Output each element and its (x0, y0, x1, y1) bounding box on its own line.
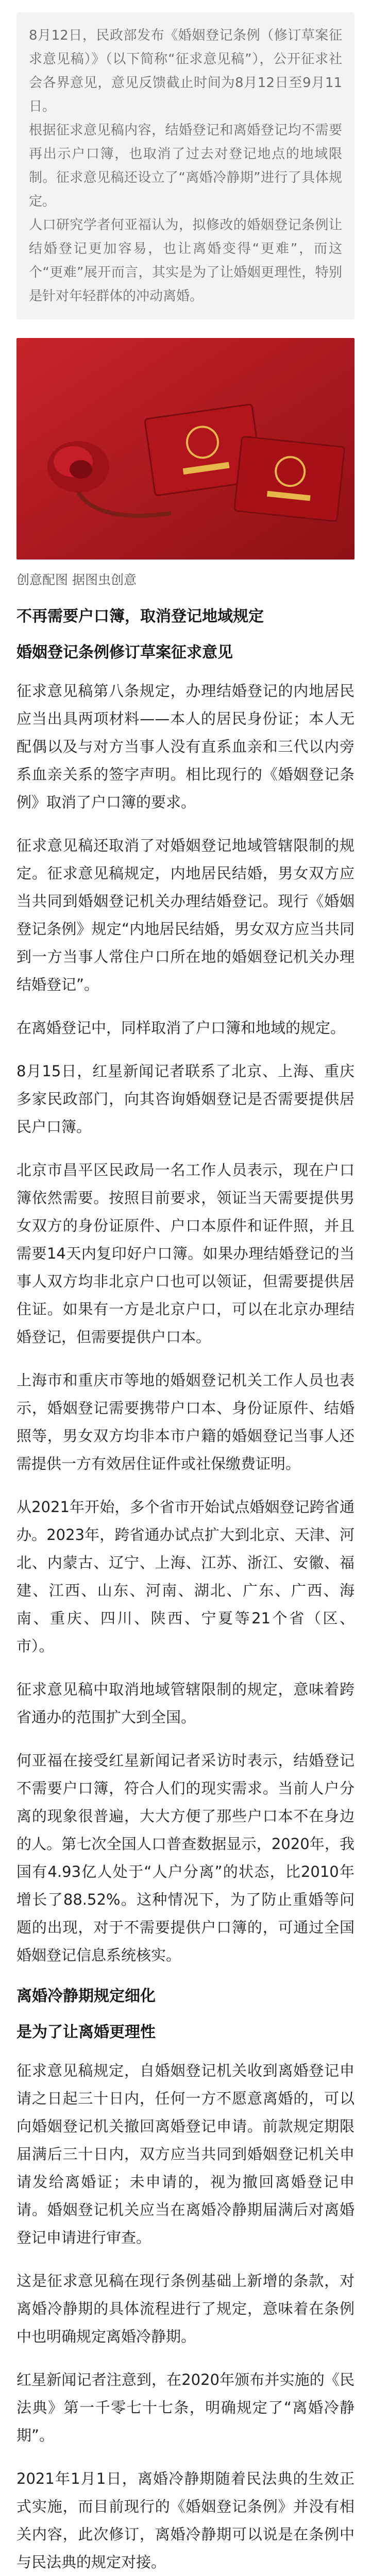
body-paragraph: 2021年1月1日，离婚冷静期随着民法典的生效正式实施，而目前现行的《婚姻登记条例》并没有相关内容，此次修订，离婚冷静期可以说是在条例中与民法典的规定对接。 (16, 2470, 355, 2571)
article-summary (16, 12, 355, 319)
hero-image (16, 338, 355, 560)
image-caption: 创意配图 据图虫创意 (16, 572, 137, 587)
section-heading: 婚姻登记条例修订草案征求意见 (16, 643, 233, 662)
section-heading: 是为了让离婚更理性 (16, 2023, 156, 2041)
summary-paragraph: 8月12日，民政部发布《婚姻登记条例（修订草案征求意见稿）》（以下简称“征求意见稿”），公开征求社会各界意见，意见反馈截止时间为8月12日至9月11日。 (29, 28, 342, 114)
body-paragraph: 何亚福在接受红星新闻记者采访时表示，结婚登记不需要户口簿，符合人们的现实需求。当前人户分离的现象很普遍，大大方便了那些户口本不在身边的人。第七次全国人口普查数据显示，2020年，我国有4.93亿人处于“人户分离”的状态，比2010年增长了88.52%。这种情况下，为了防止重婚等问题的出现，对于不需要提供户口簿的，可通过全国婚姻登记信息系统核实。 (16, 1752, 355, 1964)
body-paragraph: 从2021年开始，多个省市开始试点婚姻登记跨省通办。2023年，跨省通办试点扩大到北京、天津、河北、内蒙古、辽宁、上海、江苏、浙江、安徽、福建、江西、山东、河南、湖北、广东、广西、海南、重庆、四川、陕西、宁夏等21个省（区、市）。 (16, 1498, 355, 1655)
certificate-book-icon (234, 436, 345, 521)
body-paragraph: 征求意见稿中取消地域管辖限制的规定，意味着跨省通办的范围扩大到全国。 (16, 1681, 355, 1726)
body-paragraph: 上海市和重庆市等地的婚姻登记机关工作人员也表示，婚姻登记需要携带户口本、身份证原件、结婚照等，男女双方均非本市户籍的婚姻登记当事人还需提供一方有效居住证件或社保缴费证明。 (16, 1371, 355, 1472)
section (16, 2021, 355, 2576)
section (16, 1985, 355, 2008)
body-paragraph: 这是征求意见稿在现行条例基础上新增的条款，对离婚冷静期的具体流程进行了规定，意味着在条例中也明确规定离婚冷静期。 (16, 2272, 355, 2345)
marriage-certificate-photo (16, 338, 355, 560)
summary-paragraph: 人口研究学者何亚福认为，拟修改的婚姻登记条例让结婚登记更加容易，也让离婚变得“更难”，而这个“更难”展开而言，其实是为了让婚姻更理性，特别是针对年轻群体的冲动离婚。 (29, 217, 342, 304)
body-paragraph: 北京市昌平区民政局一名工作人员表示，现在户口簿依然需要。按照目前要求，领证当天需要提供男女双方的身份证原件、户口本原件和证件照，并且需要14天内复印好户口簿。如果办理结婚登记的当事人双方均非北京户口也可以领证，但需要提供居住证。如果有一方是北京户口，可以在北京办理结婚登记，但需要提供户口本。 (16, 1161, 355, 1346)
body-paragraph: 征求意见稿还取消了对婚姻登记地域管辖限制的规定。征求意见稿规定，内地居民结婚，男女双方应当共同到婚姻登记机关办理结婚登记。现行《婚姻登记条例》规定“内地居民结婚，男女双方应当共同到一方当事人常住户口所在地的婚姻登记机关办理结婚登记”。 (16, 837, 355, 993)
body-paragraph: 征求意见稿第八条规定，办理结婚登记的内地居民应当出具两项材料——本人的居民身份证；本人无配偶以及与对方当事人没有直系血亲和三代以内旁系血亲关系的签字声明。相比现行的《婚姻登记条例》取消了户口簿的要求。 (16, 682, 355, 811)
body-paragraph: 8月15日，红星新闻记者联系了北京、上海、重庆多家民政部门，向其咨询婚姻登记是否需要提供居民户口簿。 (16, 1062, 355, 1136)
section-heading: 不再需要户口簿，取消登记地域规定 (16, 607, 264, 625)
section-heading: 离婚冷静期规定细化 (16, 1987, 156, 2005)
summary-paragraph: 根据征求意见稿内容，结婚登记和离婚登记均不需要再出示户口簿，也取消了过去对登记地点的地域限制。征求意见稿还设立了“离婚冷静期”进行了具体规定。 (29, 123, 342, 209)
section (16, 605, 355, 629)
body-paragraph: 红星新闻记者注意到，在2020年颁布并实施的《民法典》第一千零七十七条，明确规定了“离婚冷静期”。 (16, 2371, 355, 2444)
body-paragraph: 征求意见稿规定，自婚姻登记机关收到离婚登记申请之日起三十日内，任何一方不愿意离婚的，可以向婚姻登记机关撤回离婚登记申请。前款规定期限届满后三十日内，双方应当共同到婚姻登记机关申请发给离婚证；未申请的，视为撤回离婚登记申请。婚姻登记机关应当在离婚冷静期届满后对离婚登记申请进行审查。 (16, 2062, 355, 2246)
section (16, 641, 355, 1969)
body-paragraph: 在离婚登记中，同样取消了户口簿和地域的规定。 (16, 1019, 346, 1037)
